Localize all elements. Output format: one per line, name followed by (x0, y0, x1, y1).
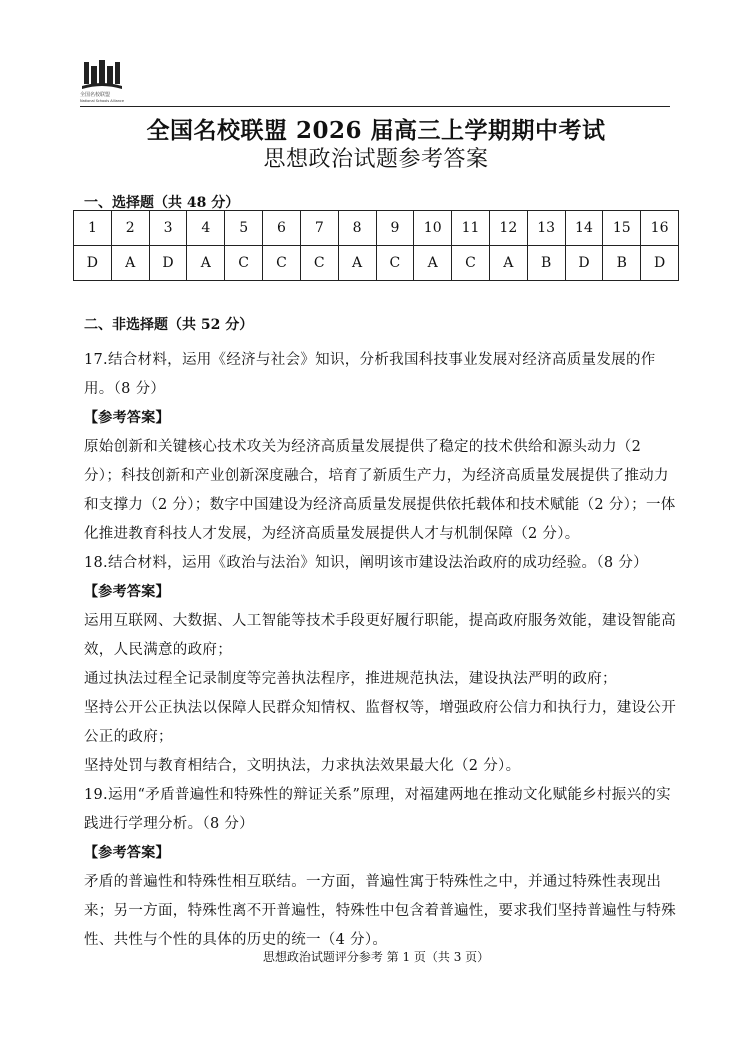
question-number-cell: 4 (187, 211, 225, 246)
answer-cell: C (376, 246, 414, 281)
question-number-cell: 8 (338, 211, 376, 246)
answer-cell: C (300, 246, 338, 281)
q19-answer-label: 【参考答案】 (84, 845, 170, 861)
page-footer: 思想政治试题评分参考 第 1 页（共 3 页） (262, 950, 490, 964)
header-rule (80, 106, 670, 107)
logo-line2: National Schools Alliance (80, 99, 125, 103)
question-number-cell: 6 (263, 211, 301, 246)
question-number-cell: 10 (414, 211, 452, 246)
question-number-cell: 2 (111, 211, 149, 246)
question-number-cell: 7 (300, 211, 338, 246)
answer-cell: D (565, 246, 603, 281)
answer-cell: B (527, 246, 565, 281)
answer-cell: C (225, 246, 263, 281)
q18-answer-point: 运用互联网、大数据、人工智能等技术手段更好履行职能，提高政府服务效能，建设智能高效，人民满意的政府； (84, 613, 676, 658)
question-number-cell: 5 (225, 211, 263, 246)
answer-cell: B (603, 246, 641, 281)
answer-cell: D (74, 246, 112, 281)
answer-cell: A (187, 246, 225, 281)
q17-question: 17.结合材料，运用《经济与社会》知识，分析我国科技事业发展对经济高质量发展的作用。（8 分） (84, 352, 656, 397)
question-number-cell: 9 (376, 211, 414, 246)
answer-cell: A (414, 246, 452, 281)
answer-cell: D (149, 246, 187, 281)
answer-cell: D (641, 246, 679, 281)
section2-heading: 二、非选择题（共 52 分） (84, 317, 254, 333)
answer-table (73, 210, 679, 281)
q18-question: 18.结合材料，运用《政治与法治》知识，阐明该市建设法治政府的成功经验。（8 分） (84, 555, 648, 571)
answer-cell: A (489, 246, 527, 281)
question-number-cell: 12 (489, 211, 527, 246)
question-number-cell: 11 (452, 211, 490, 246)
question-number-cell: 3 (149, 211, 187, 246)
q19-question: 19.运用“矛盾普遍性和特殊性的辩证关系”原理，对福建两地在推动文化赋能乡村振兴的实践进行学理分析。（8 分） (84, 787, 671, 832)
answer-cell: A (338, 246, 376, 281)
question-number-cell: 14 (565, 211, 603, 246)
question-number-cell: 16 (641, 211, 679, 246)
logo-text (80, 92, 136, 104)
question-number-cell: 1 (74, 211, 112, 246)
answer-cell: A (111, 246, 149, 281)
page-title: 全国名校联盟 2026 届高三上学期期中考试 (146, 117, 606, 144)
book-logo-icon (80, 60, 124, 92)
answer-body (84, 346, 680, 955)
q18-answer-label: 【参考答案】 (84, 584, 170, 600)
page-subtitle: 思想政治试题参考答案 (263, 147, 489, 172)
q19-answer: 矛盾的普遍性和特殊性相互联结。一方面，普遍性寓于特殊性之中，并通过特殊性表现出来；另一方面，特殊性离不开普遍性，特殊性中包含着普遍性，要求我们坚持普遍性与特殊性、共性与个性的具体的历史的统一（4 分）。 (84, 874, 676, 948)
section1-heading: 一、选择题（共 48 分） (84, 195, 240, 211)
answer-cell: C (452, 246, 490, 281)
answer-table-number-row (74, 211, 679, 246)
q17-answer: 原始创新和关键核心技术攻关为经济高质量发展提供了稳定的技术供给和源头动力（2 分）；科技创新和产业创新深度融合，培育了新质生产力，为经济高质量发展提供了推动力和支撑力（2 分）；数字中国建设为经济高质量发展提供依托载体和技术赋能（2 分）；一体化推进教育科技人才发展，为经济高质量发展提供人才与机制保障（2 分）。 (84, 439, 676, 542)
q17-answer-label: 【参考答案】 (84, 410, 170, 426)
answer-table-answer-row (74, 246, 679, 281)
q18-answer-point: 坚持公开公正执法以保障人民群众知情权、监督权等，增强政府公信力和执行力，建设公开公正的政府； (84, 700, 676, 745)
q18-answer-point: 坚持处罚与教育相结合，文明执法，力求执法效果最大化（2 分）。 (84, 758, 521, 774)
answer-cell: C (263, 246, 301, 281)
q18-answer-point: 通过执法过程全记录制度等完善执法程序，推进规范执法，建设执法严明的政府； (84, 671, 617, 687)
question-number-cell: 15 (603, 211, 641, 246)
logo-line1: 全国名校联盟 (80, 92, 111, 98)
question-number-cell: 13 (527, 211, 565, 246)
